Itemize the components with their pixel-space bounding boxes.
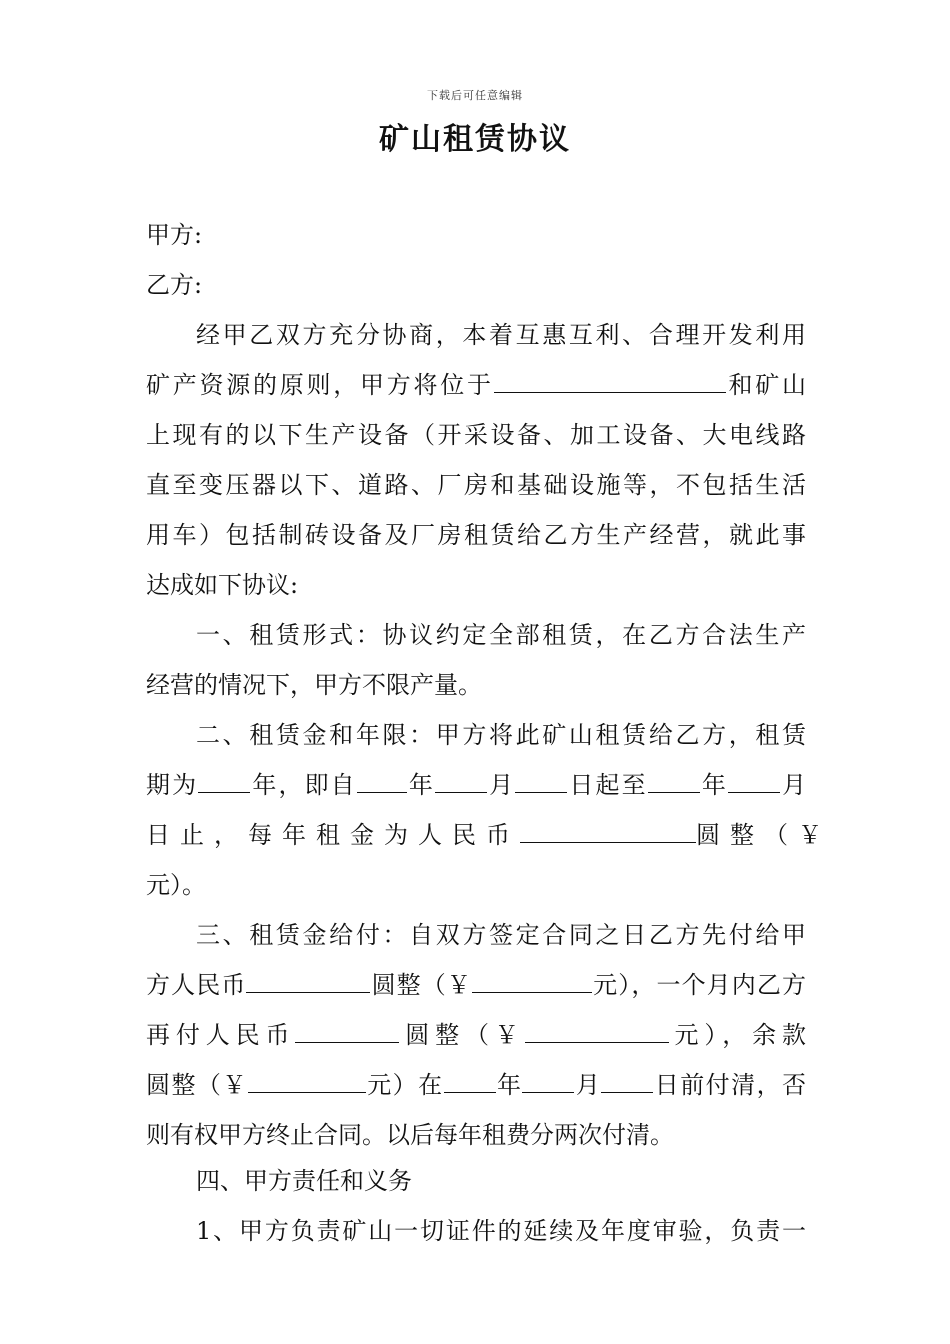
intro-line: 直至变压器以下、道路、厂房和基础设施等，不包括生活 xyxy=(146,471,806,499)
clause-text: 圆整（￥ xyxy=(399,1021,525,1049)
clause-line: 二、租赁金和年限：甲方将此矿山租赁给乙方，租赁 xyxy=(196,721,806,749)
clause-text: 年 xyxy=(699,771,728,799)
clause-text: 期为 xyxy=(146,771,199,799)
first-payment-amount-blank xyxy=(472,964,592,993)
clause-4 xyxy=(146,1156,806,1256)
second-payment-amount-blank xyxy=(525,1014,669,1043)
clause-text: 元）在 xyxy=(365,1071,444,1099)
intro-text: 和矿山 xyxy=(725,371,806,399)
clause-line xyxy=(146,760,806,810)
start-year-blank xyxy=(357,764,407,793)
first-payment-words-blank xyxy=(246,964,370,993)
clause-text: 月 xyxy=(574,1071,602,1099)
balance-month-blank xyxy=(522,1064,574,1093)
header-note: 下载后可任意编辑 xyxy=(427,89,523,102)
clause-text: 日起至 xyxy=(567,771,648,799)
location-blank xyxy=(494,364,726,393)
clause-1 xyxy=(146,610,806,710)
clause-line xyxy=(146,1010,806,1060)
document-title: 矿山租赁协议 xyxy=(379,122,571,157)
start-day-blank xyxy=(515,764,567,793)
clause-text: 圆整（￥ xyxy=(696,821,832,849)
clause-heading: 四、甲方责任和义务 xyxy=(196,1167,412,1195)
end-month-blank xyxy=(728,764,780,793)
end-year-blank xyxy=(648,764,700,793)
clause-text: 日前付清，否 xyxy=(653,1071,807,1099)
clause-2 xyxy=(146,710,832,910)
clause-text: 圆整（￥ xyxy=(146,1071,248,1099)
clause-text: 月 xyxy=(779,771,807,799)
second-payment-words-blank xyxy=(295,1014,399,1043)
clause-text: 月 xyxy=(487,771,516,799)
intro-paragraph xyxy=(146,310,806,610)
balance-year-blank xyxy=(444,1064,496,1093)
clause-line: 三、租赁金给付：自双方签定合同之日乙方先付给甲 xyxy=(196,921,806,949)
start-month-blank xyxy=(435,764,487,793)
clause-text: 圆整（￥ xyxy=(370,971,473,999)
intro-line: 上现有的以下生产设备（开采设备、加工设备、大电线路 xyxy=(146,421,806,449)
clause-text: 年 xyxy=(495,1071,523,1099)
clause-line: 则有权甲方终止合同。以后每年租费分两次付清。 xyxy=(146,1121,674,1149)
clause-text: 年，即自 xyxy=(250,771,357,799)
clause-text: 日止，每年租金为人民币 xyxy=(146,821,520,849)
clause-text: 元），余款 xyxy=(668,1021,807,1049)
intro-line: 用车）包括制砖设备及厂房租赁给乙方生产经营，就此事 xyxy=(146,521,806,549)
clause-line xyxy=(146,1060,806,1110)
intro-text: 矿产资源的原则，甲方将位于 xyxy=(146,371,494,399)
clause-line: 经营的情况下，甲方不限产量。 xyxy=(146,671,482,699)
clause-line: 1、甲方负责矿山一切证件的延续及年度审验，负责一 xyxy=(196,1217,806,1245)
intro-line: 达成如下协议: xyxy=(146,571,299,599)
clause-text: 年 xyxy=(406,771,436,799)
clause-text: 再付人民币 xyxy=(146,1021,296,1049)
clause-text: 元），一个月内乙方 xyxy=(592,971,807,999)
party-section xyxy=(146,210,806,310)
annual-rent-words-blank xyxy=(520,814,696,843)
clause-line xyxy=(146,960,806,1010)
intro-line: 经甲乙双方充分协商，本着互惠互利、合理开发利用 xyxy=(196,321,806,349)
clause-line xyxy=(146,810,832,860)
intro-line xyxy=(146,360,806,410)
balance-amount-blank xyxy=(248,1064,366,1093)
term-years-blank xyxy=(198,764,250,793)
balance-day-blank xyxy=(601,1064,653,1093)
clause-3 xyxy=(146,910,806,1160)
clause-text: 方人民币 xyxy=(146,971,247,999)
clause-line: 元）。 xyxy=(146,871,206,899)
party-b-label: 乙方: xyxy=(146,271,203,299)
party-a-label: 甲方: xyxy=(146,221,203,249)
clause-line: 一、租赁形式：协议约定全部租赁，在乙方合法生产 xyxy=(196,621,806,649)
